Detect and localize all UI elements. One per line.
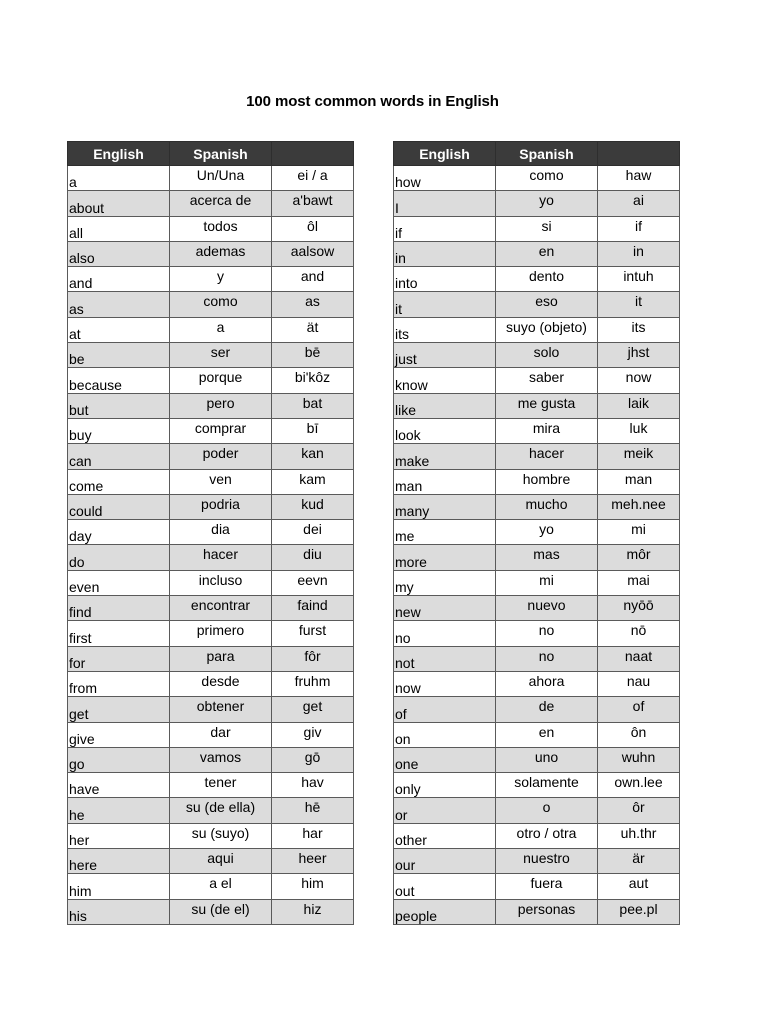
pronunciation-cell: of — [598, 697, 680, 722]
table-row — [68, 570, 354, 595]
pronunciation-cell: mi — [598, 520, 680, 545]
spanish-word-cell: podria — [170, 494, 272, 519]
pronunciation-cell: him — [272, 874, 354, 899]
table-row — [394, 899, 680, 924]
table-row — [394, 292, 680, 317]
english-word-cell: here — [68, 849, 170, 874]
spanish-word-cell: a — [170, 317, 272, 342]
pronunciation-cell: ôn — [598, 722, 680, 747]
table-row — [68, 444, 354, 469]
spanish-word-cell: otro / otra — [496, 823, 598, 848]
table-row — [394, 444, 680, 469]
english-word-cell: my — [394, 570, 496, 595]
table-row — [68, 216, 354, 241]
spanish-word-cell: primero — [170, 621, 272, 646]
table-row — [394, 874, 680, 899]
pronunciation-cell: luk — [598, 418, 680, 443]
table-row — [394, 368, 680, 393]
table-row — [68, 343, 354, 368]
spanish-word-cell: dento — [496, 267, 598, 292]
english-column-header: English — [68, 142, 170, 166]
table-row — [394, 849, 680, 874]
spanish-word-cell: mas — [496, 545, 598, 570]
pronunciation-cell: intuh — [598, 267, 680, 292]
english-word-cell: out — [394, 874, 496, 899]
pronunciation-cell: as — [272, 292, 354, 317]
spanish-word-cell: obtener — [170, 697, 272, 722]
table-header-row — [394, 142, 680, 166]
pronunciation-cell: ei / a — [272, 166, 354, 191]
spanish-column-header: Spanish — [496, 142, 598, 166]
table-row — [68, 773, 354, 798]
spanish-word-cell: mi — [496, 570, 598, 595]
pronunciation-cell: furst — [272, 621, 354, 646]
english-word-cell: our — [394, 849, 496, 874]
english-word-cell: first — [68, 621, 170, 646]
pronunciation-cell: diu — [272, 545, 354, 570]
table-row — [394, 697, 680, 722]
english-word-cell: at — [68, 317, 170, 342]
english-word-cell: give — [68, 722, 170, 747]
spanish-word-cell: hacer — [170, 545, 272, 570]
spanish-word-cell: ser — [170, 343, 272, 368]
spanish-word-cell: hombre — [496, 469, 598, 494]
english-word-cell: also — [68, 241, 170, 266]
english-word-cell: or — [394, 798, 496, 823]
table-row — [394, 596, 680, 621]
pronunciation-cell: get — [272, 697, 354, 722]
spanish-word-cell: no — [496, 621, 598, 646]
spanish-word-cell: desde — [170, 671, 272, 696]
english-word-cell: his — [68, 899, 170, 924]
english-word-cell: into — [394, 267, 496, 292]
spanish-word-cell: en — [496, 241, 598, 266]
table-row — [394, 393, 680, 418]
table-row — [68, 722, 354, 747]
pronunciation-cell: ôl — [272, 216, 354, 241]
pronunciation-cell: ät — [272, 317, 354, 342]
english-word-cell: can — [68, 444, 170, 469]
table-row — [68, 494, 354, 519]
spanish-word-cell: me gusta — [496, 393, 598, 418]
english-word-cell: people — [394, 899, 496, 924]
pronunciation-cell: bi'kôz — [272, 368, 354, 393]
table-row — [394, 570, 680, 595]
english-word-cell: have — [68, 773, 170, 798]
pronunciation-cell: môr — [598, 545, 680, 570]
pronunciation-cell: haw — [598, 166, 680, 191]
table-row — [68, 368, 354, 393]
spanish-word-cell: ahora — [496, 671, 598, 696]
pronunciation-cell: now — [598, 368, 680, 393]
pronunciation-cell: kud — [272, 494, 354, 519]
english-word-cell: not — [394, 646, 496, 671]
english-word-cell: from — [68, 671, 170, 696]
english-word-cell: could — [68, 494, 170, 519]
english-word-cell: no — [394, 621, 496, 646]
spanish-word-cell: solamente — [496, 773, 598, 798]
english-column-header: English — [394, 142, 496, 166]
spanish-word-cell: y — [170, 267, 272, 292]
table-row — [68, 899, 354, 924]
spanish-word-cell: a el — [170, 874, 272, 899]
pronunciation-column-header — [272, 142, 354, 166]
pronunciation-cell: kam — [272, 469, 354, 494]
english-word-cell: man — [394, 469, 496, 494]
table-row — [68, 166, 354, 191]
table-row — [68, 520, 354, 545]
pronunciation-cell: own.lee — [598, 773, 680, 798]
spanish-word-cell: dar — [170, 722, 272, 747]
english-word-cell: other — [394, 823, 496, 848]
english-word-cell: as — [68, 292, 170, 317]
english-word-cell: all — [68, 216, 170, 241]
table-row — [394, 469, 680, 494]
table-row — [68, 292, 354, 317]
spanish-word-cell: dia — [170, 520, 272, 545]
pronunciation-cell: giv — [272, 722, 354, 747]
spanish-word-cell: tener — [170, 773, 272, 798]
table-row — [394, 418, 680, 443]
pronunciation-cell: in — [598, 241, 680, 266]
english-word-cell: about — [68, 191, 170, 216]
pronunciation-cell: a'bawt — [272, 191, 354, 216]
table-row — [68, 545, 354, 570]
pronunciation-cell: aalsow — [272, 241, 354, 266]
table-row — [394, 166, 680, 191]
english-word-cell: I — [394, 191, 496, 216]
pronunciation-cell: eevn — [272, 570, 354, 595]
spanish-word-cell: acerca de — [170, 191, 272, 216]
spanish-word-cell: yo — [496, 191, 598, 216]
table-row — [68, 317, 354, 342]
english-word-cell: buy — [68, 418, 170, 443]
english-word-cell: its — [394, 317, 496, 342]
spanish-word-cell: yo — [496, 520, 598, 545]
pronunciation-cell: its — [598, 317, 680, 342]
spanish-word-cell: nuevo — [496, 596, 598, 621]
table-row — [394, 494, 680, 519]
pronunciation-cell: ai — [598, 191, 680, 216]
pronunciation-cell: faind — [272, 596, 354, 621]
english-word-cell: only — [394, 773, 496, 798]
english-word-cell: be — [68, 343, 170, 368]
spanish-word-cell: aqui — [170, 849, 272, 874]
english-word-cell: one — [394, 747, 496, 772]
spanish-word-cell: en — [496, 722, 598, 747]
pronunciation-cell: hav — [272, 773, 354, 798]
pronunciation-cell: and — [272, 267, 354, 292]
pronunciation-cell: hē — [272, 798, 354, 823]
pronunciation-cell: nō — [598, 621, 680, 646]
pronunciation-cell: pee.pl — [598, 899, 680, 924]
english-word-cell: a — [68, 166, 170, 191]
english-word-cell: just — [394, 343, 496, 368]
spanish-word-cell: no — [496, 646, 598, 671]
english-word-cell: me — [394, 520, 496, 545]
spanish-word-cell: uno — [496, 747, 598, 772]
pronunciation-cell: it — [598, 292, 680, 317]
table-row — [68, 747, 354, 772]
spanish-word-cell: pero — [170, 393, 272, 418]
table-row — [394, 545, 680, 570]
pronunciation-cell: jhst — [598, 343, 680, 368]
table-row — [394, 621, 680, 646]
english-word-cell: find — [68, 596, 170, 621]
english-word-cell: many — [394, 494, 496, 519]
table-row — [394, 823, 680, 848]
pronunciation-cell: man — [598, 469, 680, 494]
spanish-word-cell: ven — [170, 469, 272, 494]
page-title: 100 most common words in English — [246, 93, 499, 110]
english-word-cell: go — [68, 747, 170, 772]
english-word-cell: how — [394, 166, 496, 191]
english-word-cell: on — [394, 722, 496, 747]
spanish-word-cell: comprar — [170, 418, 272, 443]
spanish-word-cell: como — [170, 292, 272, 317]
pronunciation-cell: gō — [272, 747, 354, 772]
table-row — [68, 191, 354, 216]
pronunciation-cell: bī — [272, 418, 354, 443]
spanish-word-cell: todos — [170, 216, 272, 241]
table-row — [394, 773, 680, 798]
pronunciation-cell: dei — [272, 520, 354, 545]
table-row — [394, 722, 680, 747]
spanish-word-cell: porque — [170, 368, 272, 393]
english-word-cell: day — [68, 520, 170, 545]
pronunciation-cell: mai — [598, 570, 680, 595]
pronunciation-cell: uh.thr — [598, 823, 680, 848]
pronunciation-cell: if — [598, 216, 680, 241]
pronunciation-cell: meh.nee — [598, 494, 680, 519]
english-word-cell: know — [394, 368, 496, 393]
spanish-word-cell: nuestro — [496, 849, 598, 874]
table-row — [394, 191, 680, 216]
english-word-cell: in — [394, 241, 496, 266]
pronunciation-cell: heer — [272, 849, 354, 874]
table-row — [68, 671, 354, 696]
english-word-cell: him — [68, 874, 170, 899]
table-row — [394, 343, 680, 368]
pronunciation-cell: nau — [598, 671, 680, 696]
pronunciation-cell: meik — [598, 444, 680, 469]
pronunciation-cell: hiz — [272, 899, 354, 924]
spanish-word-cell: mucho — [496, 494, 598, 519]
table-row — [68, 241, 354, 266]
pronunciation-cell: laik — [598, 393, 680, 418]
pronunciation-cell: naat — [598, 646, 680, 671]
vocab-table-left — [67, 141, 354, 925]
english-word-cell: more — [394, 545, 496, 570]
table-row — [68, 823, 354, 848]
english-word-cell: do — [68, 545, 170, 570]
table-row — [394, 671, 680, 696]
spanish-word-cell: incluso — [170, 570, 272, 595]
table-row — [68, 646, 354, 671]
spanish-word-cell: su (suyo) — [170, 823, 272, 848]
table-row — [394, 646, 680, 671]
table-row — [394, 798, 680, 823]
table-row — [68, 621, 354, 646]
spanish-word-cell: Un/Una — [170, 166, 272, 191]
english-word-cell: it — [394, 292, 496, 317]
table-row — [68, 596, 354, 621]
spanish-column-header: Spanish — [170, 142, 272, 166]
spanish-word-cell: su (de el) — [170, 899, 272, 924]
spanish-word-cell: su (de ella) — [170, 798, 272, 823]
table-row — [394, 747, 680, 772]
table-row — [394, 241, 680, 266]
table-row — [68, 418, 354, 443]
table-row — [394, 216, 680, 241]
table-row — [68, 798, 354, 823]
table-row — [394, 267, 680, 292]
table-row — [68, 874, 354, 899]
pronunciation-cell: kan — [272, 444, 354, 469]
spanish-word-cell: mira — [496, 418, 598, 443]
spanish-word-cell: eso — [496, 292, 598, 317]
table-row — [68, 267, 354, 292]
pronunciation-cell: aut — [598, 874, 680, 899]
pronunciation-cell: nyōō — [598, 596, 680, 621]
table-row — [68, 849, 354, 874]
pronunciation-cell: är — [598, 849, 680, 874]
spanish-word-cell: o — [496, 798, 598, 823]
spanish-word-cell: solo — [496, 343, 598, 368]
english-word-cell: he — [68, 798, 170, 823]
spanish-word-cell: personas — [496, 899, 598, 924]
table-row — [68, 393, 354, 418]
english-word-cell: because — [68, 368, 170, 393]
pronunciation-cell: ôr — [598, 798, 680, 823]
spanish-word-cell: encontrar — [170, 596, 272, 621]
english-word-cell: if — [394, 216, 496, 241]
pronunciation-column-header — [598, 142, 680, 166]
pronunciation-cell: wuhn — [598, 747, 680, 772]
english-word-cell: like — [394, 393, 496, 418]
table-row — [394, 317, 680, 342]
spanish-word-cell: hacer — [496, 444, 598, 469]
pronunciation-cell: fruhm — [272, 671, 354, 696]
spanish-word-cell: suyo (objeto) — [496, 317, 598, 342]
english-word-cell: look — [394, 418, 496, 443]
pronunciation-cell: har — [272, 823, 354, 848]
spanish-word-cell: fuera — [496, 874, 598, 899]
spanish-word-cell: como — [496, 166, 598, 191]
english-word-cell: now — [394, 671, 496, 696]
english-word-cell: even — [68, 570, 170, 595]
english-word-cell: and — [68, 267, 170, 292]
english-word-cell: for — [68, 646, 170, 671]
pronunciation-cell: fôr — [272, 646, 354, 671]
english-word-cell: her — [68, 823, 170, 848]
english-word-cell: but — [68, 393, 170, 418]
table-row — [394, 520, 680, 545]
spanish-word-cell: saber — [496, 368, 598, 393]
vocab-table-right — [393, 141, 680, 925]
pronunciation-cell: bat — [272, 393, 354, 418]
spanish-word-cell: ademas — [170, 241, 272, 266]
table-header-row — [68, 142, 354, 166]
spanish-word-cell: poder — [170, 444, 272, 469]
english-word-cell: of — [394, 697, 496, 722]
spanish-word-cell: para — [170, 646, 272, 671]
english-word-cell: make — [394, 444, 496, 469]
spanish-word-cell: vamos — [170, 747, 272, 772]
pronunciation-cell: bē — [272, 343, 354, 368]
english-word-cell: get — [68, 697, 170, 722]
table-row — [68, 469, 354, 494]
spanish-word-cell: si — [496, 216, 598, 241]
spanish-word-cell: de — [496, 697, 598, 722]
table-row — [68, 697, 354, 722]
english-word-cell: new — [394, 596, 496, 621]
english-word-cell: come — [68, 469, 170, 494]
